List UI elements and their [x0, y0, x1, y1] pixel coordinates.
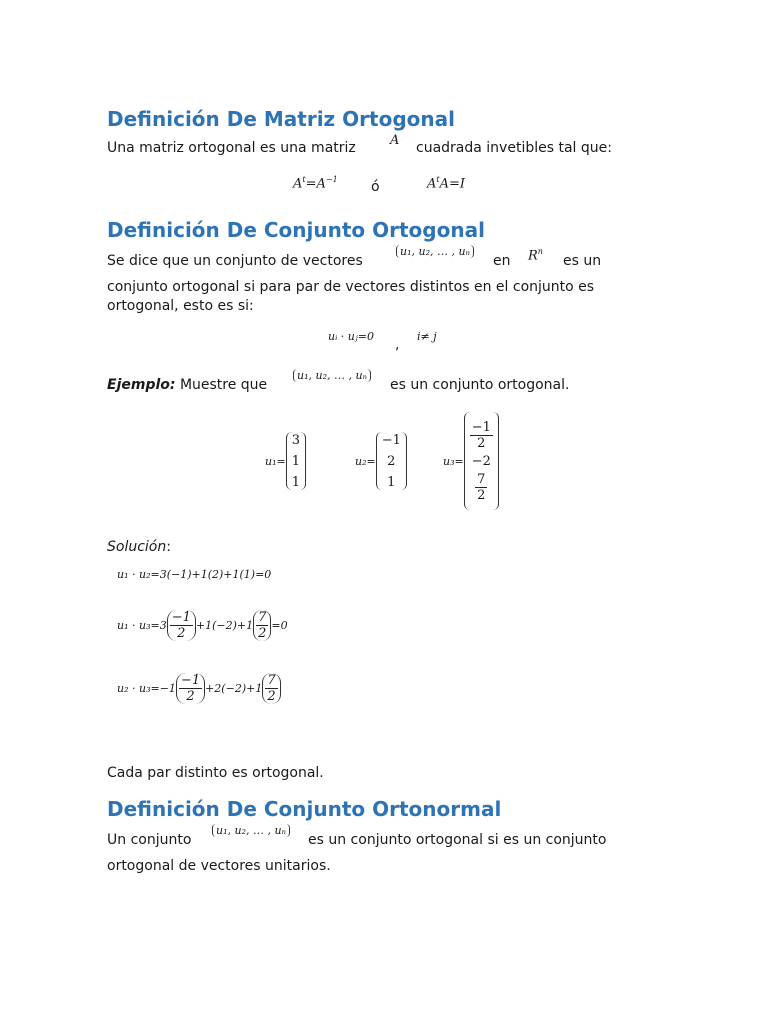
section-title-conjunto-ortonormal: Definición De Conjunto Ortonormal [107, 797, 502, 821]
en-text: en [493, 253, 511, 269]
index-condition: i≠ j [417, 330, 437, 343]
solution-eq2: u₁ · u₃=3 $\frac{-1}{2}$ +1(−2)+1 $\frac{7}{2}$ =0 [117, 610, 288, 641]
equation-transpose-inverse: $A^t=A^{-1}$ [293, 175, 338, 192]
space-rn: $R^n$ [528, 247, 543, 264]
solution-eq3: u₂ · u₃=−1 $\frac{-1}{2}$ +2(−2)+1 $\frac{7}{2}$ [117, 673, 281, 704]
example-line: Ejemplo: Muestre que [107, 377, 268, 393]
ortonormal-line1-before: Un conjunto [107, 832, 192, 848]
solution-label: Solución: [107, 539, 171, 555]
vector-u1: u₁= 3 1 1 [265, 432, 306, 490]
section-title-matriz-ortogonal: Definición De Matriz Ortogonal [107, 107, 455, 131]
intro-text-after: cuadrada invetibles tal que: [416, 140, 612, 156]
vector-set: u₁, u₂, … , uₙ [396, 245, 474, 258]
def-line1-before: Se dice que un conjunto de vectores [107, 253, 363, 269]
example-vector-set: u₁, u₂, … , uₙ [293, 369, 371, 382]
or-text: ó [371, 179, 380, 195]
solution-eq1: u₁ · u₂=3(−1)+1(2)+1(1)=0 [117, 568, 272, 581]
example-label: Ejemplo: [107, 377, 176, 393]
intro-text-before: Una matriz ortogonal es una matriz [107, 140, 356, 156]
ortonormal-vector-set: u₁, u₂, … , uₙ [212, 824, 290, 837]
vector-u3: u₃= $\frac{-1}{2}$ −2 $\frac{7}{2}$ [443, 412, 499, 510]
orthogonality-condition: uᵢ · uⱼ=0 [328, 330, 374, 343]
def-line3: ortogonal, esto es si: [107, 298, 254, 314]
vector-u2: u₂= −1 2 1 [355, 432, 407, 490]
ortonormal-line2: ortogonal de vectores unitarios. [107, 858, 331, 874]
conclusion-text: Cada par distinto es ortogonal. [107, 765, 324, 781]
def-line2: conjunto ortogonal si para par de vectores distintos en el conjunto es [107, 279, 595, 295]
ortonormal-line1-after: es un conjunto ortogonal si es un conjunto [308, 832, 607, 848]
equation-identity: $A^tA=I$ [427, 175, 466, 192]
example-text-after: es un conjunto ortogonal. [390, 377, 570, 393]
section-title-conjunto-ortogonal: Definición De Conjunto Ortogonal [107, 218, 485, 242]
def-line1-after: es un [563, 253, 602, 269]
comma: , [395, 337, 400, 353]
var-a: A [390, 133, 400, 148]
